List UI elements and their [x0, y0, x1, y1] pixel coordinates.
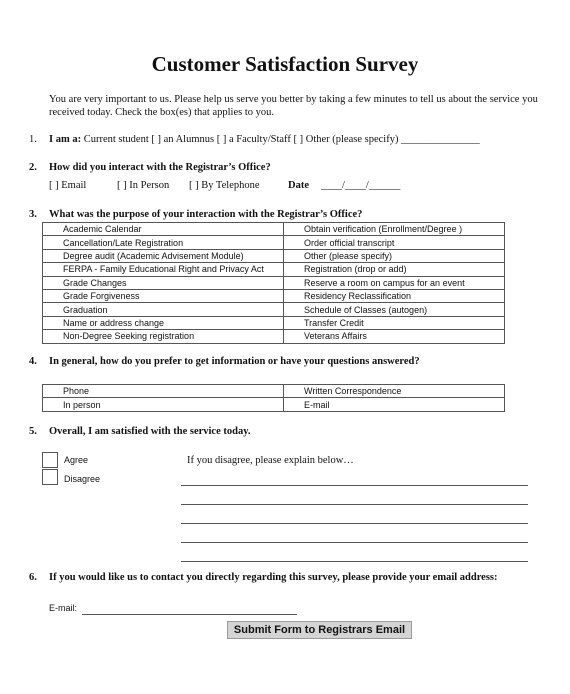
purpose-option[interactable]: Non-Degree Seeking registration	[43, 330, 284, 343]
purpose-option[interactable]: Other (please specify)	[284, 249, 505, 262]
disagree-label: Disagree	[64, 474, 101, 484]
table-row	[43, 263, 505, 276]
purpose-option[interactable]: Registration (drop or add)	[284, 263, 505, 276]
submit-button[interactable]: Submit Form to Registrars Email	[227, 621, 412, 639]
preference-option[interactable]: Written Correspondence	[284, 385, 505, 398]
purpose-option[interactable]: Obtain verification (Enrollment/Degree )	[284, 223, 505, 236]
question-6-number: 6.	[29, 572, 37, 583]
table-row	[43, 223, 505, 236]
question-2-number: 2.	[29, 162, 37, 173]
question-5-text: Overall, I am satisfied with the service today.	[49, 426, 251, 437]
email-field[interactable]	[82, 614, 297, 615]
preference-option[interactable]: In person	[43, 398, 284, 411]
purpose-option[interactable]: Transfer Credit	[284, 316, 505, 329]
purpose-option[interactable]: Degree audit (Academic Advisement Module)	[43, 249, 284, 262]
question-1-line	[49, 134, 480, 145]
date-field[interactable]: ____/____/______	[321, 180, 401, 191]
question-6	[0, 572, 570, 586]
preference-option[interactable]: Phone	[43, 385, 284, 398]
purpose-option[interactable]: Schedule of Classes (autogen)	[284, 303, 505, 316]
table-row	[43, 316, 505, 329]
table-row	[43, 398, 505, 411]
purpose-option[interactable]: Reserve a room on campus for an event	[284, 276, 505, 289]
date-label: Date	[288, 180, 309, 191]
purpose-option[interactable]: FERPA - Family Educational Right and Privacy Act	[43, 263, 284, 276]
question-6-text: If you would like us to contact you directly regarding this survey, please provide your email address:	[49, 572, 498, 583]
question-2-options	[0, 180, 570, 194]
table-row	[43, 385, 505, 398]
question-3	[0, 209, 570, 223]
explanation-line[interactable]	[181, 561, 528, 562]
preference-option[interactable]: E-mail	[284, 398, 505, 411]
question-3-number: 3.	[29, 209, 37, 220]
option-email[interactable]: [ ] Email	[49, 180, 87, 191]
purpose-option[interactable]: Grade Forgiveness	[43, 289, 284, 302]
table-row	[43, 276, 505, 289]
question-2-text: How did you interact with the Registrar’s Office?	[49, 162, 271, 173]
question-5	[0, 426, 570, 440]
table-row	[43, 289, 505, 302]
table-row	[43, 303, 505, 316]
explanation-line[interactable]	[181, 523, 528, 524]
question-1-label: I am a:	[49, 134, 82, 145]
email-label: E-mail:	[49, 603, 78, 613]
table-row	[43, 236, 505, 249]
purpose-option[interactable]: Veterans Affairs	[284, 330, 505, 343]
question-2	[0, 162, 570, 176]
table-row	[43, 249, 505, 262]
question-5-number: 5.	[29, 426, 37, 437]
purpose-option[interactable]: Order official transcript	[284, 236, 505, 249]
question-4	[0, 356, 570, 370]
question-1	[0, 134, 570, 148]
agree-checkbox[interactable]	[42, 452, 58, 468]
purpose-option[interactable]: Graduation	[43, 303, 284, 316]
question-1-options[interactable]: Current student [ ] an Alumnus [ ] a Faculty/Staff [ ] Other (please specify) _______________	[83, 134, 480, 145]
agree-label: Agree	[64, 455, 89, 465]
option-telephone[interactable]: [ ] By Telephone	[189, 180, 260, 191]
purpose-option[interactable]: Cancellation/Late Registration	[43, 236, 284, 249]
purpose-table	[42, 222, 505, 344]
purpose-option[interactable]: Name or address change	[43, 316, 284, 329]
intro-text: You are very important to us. Please help us serve you better by taking a few minutes to tell us about the service you received today. Check the box(es) that applies to you.	[49, 94, 538, 118]
purpose-option[interactable]: Residency Reclassification	[284, 289, 505, 302]
question-4-number: 4.	[29, 356, 37, 367]
preference-table	[42, 384, 505, 412]
question-3-text: What was the purpose of your interaction with the Registrar’s Office?	[49, 209, 363, 220]
explanation-line[interactable]	[181, 542, 528, 543]
table-row	[43, 330, 505, 343]
explanation-line[interactable]	[181, 485, 528, 486]
question-4-text: In general, how do you prefer to get information or have your questions answered?	[49, 356, 420, 367]
purpose-option[interactable]: Grade Changes	[43, 276, 284, 289]
option-in-person[interactable]: [ ] In Person	[117, 180, 170, 191]
explanation-line[interactable]	[181, 504, 528, 505]
question-1-number: 1.	[29, 134, 37, 145]
explain-prompt: If you disagree, please explain below…	[187, 455, 354, 466]
page-title: Customer Satisfaction Survey	[151, 52, 419, 76]
purpose-option[interactable]: Academic Calendar	[43, 223, 284, 236]
disagree-checkbox[interactable]	[42, 469, 58, 485]
